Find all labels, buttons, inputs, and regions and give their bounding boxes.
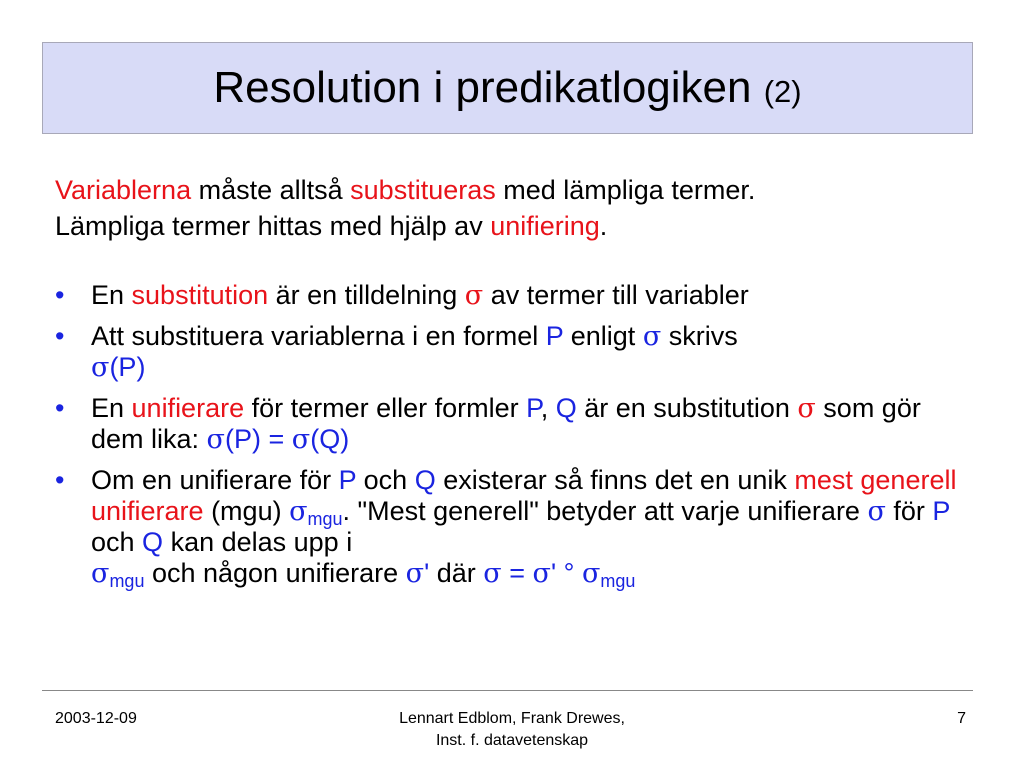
text: skrivs [661,321,738,351]
text: enligt [563,321,643,351]
sigma-symbol: σ [405,558,425,589]
bullet-list [55,280,975,599]
sigma-of-P: (P) [109,352,146,382]
bullet-item-substitution [55,280,975,311]
text: för termer eller formler [244,393,527,423]
sigma-of-P: (P) [224,424,261,454]
footer-authors [312,708,712,752]
sigma-of-Q: (Q) [310,424,350,454]
text: Lämpliga termer hittas med hjälp av [55,211,491,241]
text: . "Mest generell" betyder att varje unifierare [342,496,868,526]
mgu-subscript: mgu [600,571,636,591]
text: En [91,280,132,310]
sigma-symbol: σ [797,393,816,424]
text: är en substitution [576,393,798,423]
text: med lämpliga termer. [495,175,756,205]
footer-authors-line: Lennart Edblom, Frank Drewes, [399,710,625,727]
sigma-symbol: σ [291,424,311,455]
formula-P: P [932,496,950,526]
text: En [91,393,132,423]
bullet-icon: • [55,321,65,351]
text: Om en unifierare för [91,465,339,495]
formula-Q: Q [555,393,577,423]
text: (mgu) [203,496,290,526]
compose-symbol: ° [563,558,575,588]
term-variablerna: Variablerna [55,175,192,205]
intro-line-2 [55,208,975,244]
text: , [540,393,556,423]
term-substitueras: substitueras [350,175,496,205]
mgu-subscript: mgu [307,509,343,529]
bullet-item-unifier [55,393,975,455]
slide-title [213,63,802,112]
formula-P: P [526,393,541,423]
sigma-symbol: σ [91,352,110,383]
text: där [429,558,484,588]
formula-Q: Q [142,527,164,557]
footer-page-number: 7 [957,710,966,727]
formula-P: P [545,321,564,351]
sigma-symbol: σ [289,496,308,527]
prime-symbol: ' [424,558,430,588]
sigma-symbol: σ [91,558,110,589]
text: och [356,465,415,495]
bullet-icon: • [55,280,65,310]
title-box [42,42,973,134]
bullet-icon: • [55,393,65,423]
title-suffix: (2) [763,74,802,109]
formula-P: P [338,465,357,495]
sigma-symbol: σ [206,424,225,455]
bullet-item-apply [55,321,975,383]
text: är en tilldelning [268,280,465,310]
footer-department: Inst. f. datavetenskap [435,732,589,749]
sigma-symbol: σ [532,558,551,589]
intro-line-1 [55,172,975,208]
term-substitution: substitution [131,280,269,310]
sigma-symbol: σ [642,321,662,352]
text: och någon unifierare [144,558,406,588]
text: av termer till variabler [483,280,749,310]
mgu-subscript: mgu [109,571,145,591]
bullet-item-mgu [55,465,975,589]
text: som gör dem lika: [91,393,921,454]
equals-symbol: = [268,424,285,454]
text: kan delas upp i [163,527,353,557]
bullet-icon: • [55,465,65,495]
footer-date: 2003-12-09 [55,710,137,727]
text: existerar så finns det en unik [435,465,795,495]
title-main: Resolution i predikatlogiken [213,63,752,112]
prime-symbol: ' [550,558,557,588]
text: för [885,496,933,526]
footer-divider [42,690,973,691]
term-unifiering: unifiering [490,211,600,241]
equals-symbol: = [509,558,525,588]
term-unifierare: unifierare [131,393,245,423]
sigma-symbol: σ [867,496,886,527]
sigma-symbol: σ [483,558,502,589]
sigma-symbol: σ [581,558,601,589]
intro-text [55,172,975,244]
text: och [91,527,143,557]
sigma-symbol: σ [464,280,484,311]
text: . [599,211,608,241]
text: Att substituera variablerna i en formel [91,321,546,351]
term-mest-generell-unifierare: mest generell unifierare [91,465,957,526]
text: måste alltså [191,175,351,205]
formula-Q: Q [414,465,436,495]
